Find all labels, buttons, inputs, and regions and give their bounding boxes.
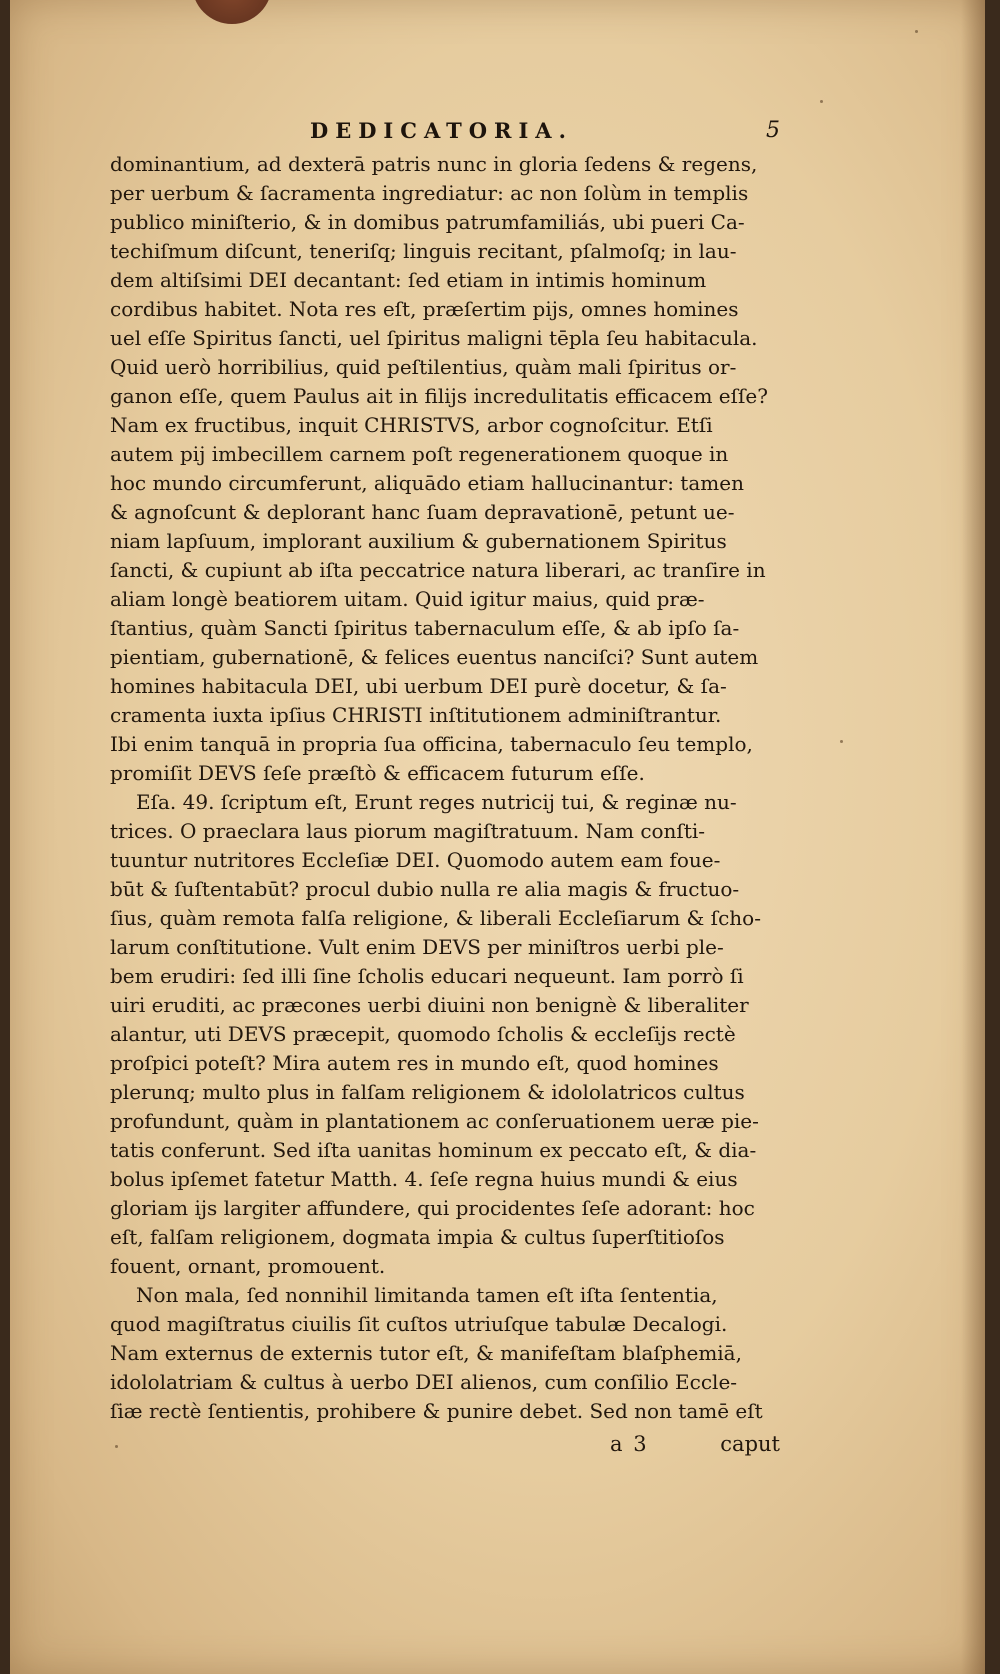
page-header [110, 118, 780, 152]
text-line: Ibi enim tanquā in propria ſua officina, tabernaculo ſeu templo, [110, 732, 753, 756]
text-line: quod magiſtratus ciuilis ſit cuſtos utriuſque tabulæ Decalogi. [110, 1312, 728, 1336]
text-line: pientiam, gubernationē, & felices euentus nanciſci? Sunt autem [110, 645, 759, 669]
text-line: gloriam ijs largiter affundere, qui procidentes ſeſe adorant: hoc [110, 1196, 755, 1220]
paper-speck [840, 740, 843, 743]
text-line: trices. O praeclara laus piorum magiſtratuum. Nam conſti- [110, 819, 706, 843]
page-edge-shadow [961, 0, 985, 1674]
paper-speck [115, 1445, 118, 1448]
text-line: homines habitacula DEI, ubi uerbum DEI purè docetur, & ſa- [110, 674, 727, 698]
text-line: uiri eruditi, ac præcones uerbi diuini non benignè & liberaliter [110, 993, 749, 1017]
text-line: būt & ſuſtentabūt? procul dubio nulla re alia magis & fructuo- [110, 877, 740, 901]
text-line: tatis conferunt. Sed iſta uanitas hominum ex peccato eſt, & dia- [110, 1138, 757, 1162]
body-text [110, 150, 780, 1426]
text-line: ſius, quàm remota falſa religione, & liberali Eccleſiarum & ſcho- [110, 906, 761, 930]
text-line: ganon eſſe, quem Paulus ait in filijs incredulitatis efficacem eſſe? [110, 384, 768, 408]
text-line: aliam longè beatiorem uitam. Quid igitur maius, quid præ- [110, 587, 705, 611]
paragraph-start-line: Non mala, ſed nonnihil limitanda tamen eſt iſta ſententia, [136, 1283, 718, 1307]
paragraph-start-line: Eſa. 49. ſcriptum eſt, Erunt reges nutricij tui, & reginæ nu- [136, 790, 737, 814]
text-line: fouent, ornant, promouent. [110, 1254, 386, 1278]
text-line: bem erudiri: ſed illi ſine ſcholis educari nequeunt. Iam porrò ſi [110, 964, 744, 988]
text-line: bolus ipſemet fatetur Matth. 4. ſeſe regna huius mundi & eius [110, 1167, 738, 1191]
text-line: autem pij imbecillem carnem poſt regenerationem quoque in [110, 442, 729, 466]
text-line: niam lapſuum, implorant auxilium & gubernationem Spiritus [110, 529, 727, 553]
text-line: larum conſtitutione. Vult enim DEVS per miniſtros uerbi ple- [110, 935, 724, 959]
wax-seal-fragment [192, 0, 272, 24]
text-line: ſtantius, quàm Sancti ſpiritus tabernaculum eſſe, & ab ipſo ſa- [110, 616, 740, 640]
signature-mark: a 3 [610, 1432, 649, 1456]
text-line: Quid uerò horribilius, quid peſtilentius, quàm mali ſpiritus or- [110, 355, 737, 379]
text-line: ſiæ rectè ſentientis, prohibere & punire debet. Sed non tamē eſt [110, 1399, 763, 1423]
paper-speck [820, 100, 823, 103]
text-line: hoc mundo circumferunt, aliquādo etiam hallucinantur: tamen [110, 471, 744, 495]
folio-number: 5 [766, 118, 780, 143]
page-footer [110, 1432, 780, 1462]
text-line: & agnoſcunt & deplorant hanc ſuam depravationē, petunt ue- [110, 500, 735, 524]
text-line: eſt, falſam religionem, dogmata impia & cultus ſuperſtitioſos [110, 1225, 725, 1249]
text-line: dominantium, ad dexterā patris nunc in gloria ſedens & regens, [110, 152, 758, 176]
text-line: Nam externus de externis tutor eſt, & manifeſtam blaſphemiā, [110, 1341, 742, 1365]
text-line: tuuntur nutritores Eccleſiæ DEI. Quomodo autem eam foue- [110, 848, 721, 872]
text-line: uel eſſe Spiritus ſancti, uel ſpiritus maligni tēpla ſeu habitacula. [110, 326, 758, 350]
text-line: techiſmum diſcunt, teneriſq; linguis recitant, pſalmoſq; in lau- [110, 239, 737, 263]
text-line: dem altiſsimi DEI decantant: ſed etiam in intimis hominum [110, 268, 707, 292]
text-line: plerunq; multo plus in falſam religionem & idololatricos cultus [110, 1080, 745, 1104]
text-line: profundunt, quàm in plantationem ac conſeruationem ueræ pie- [110, 1109, 759, 1133]
text-line: cordibus habitet. Nota res eſt, præſertim pijs, omnes homines [110, 297, 739, 321]
text-line: alantur, uti DEVS præcepit, quomodo ſcholis & eccleſijs rectè [110, 1022, 736, 1046]
text-line: idololatriam & cultus à uerbo DEI alienos, cum conſilio Eccle- [110, 1370, 738, 1394]
text-line: promiſit DEVS ſeſe præſtò & efficacem futurum eſſe. [110, 761, 645, 785]
paper-speck [915, 30, 918, 33]
text-line: proſpici poteſt? Mira autem res in mundo eſt, quod homines [110, 1051, 719, 1075]
book-page [10, 0, 985, 1674]
text-line: cramenta iuxta ipſius CHRISTI inſtitutionem adminiſtrantur. [110, 703, 722, 727]
text-line: Nam ex fructibus, inquit CHRISTVS, arbor cognoſcitur. Etſi [110, 413, 713, 437]
text-line: per uerbum & ſacramenta ingrediatur: ac non ſolùm in templis [110, 181, 749, 205]
text-line: publico miniſterio, & in domibus patrumfamiliás, ubi pueri Ca- [110, 210, 745, 234]
catchword: caput [720, 1432, 780, 1456]
text-line: ſancti, & cupiunt ab iſta peccatrice natura liberari, ac tranſire in [110, 558, 766, 582]
running-head: DEDICATORIA. [310, 118, 573, 143]
